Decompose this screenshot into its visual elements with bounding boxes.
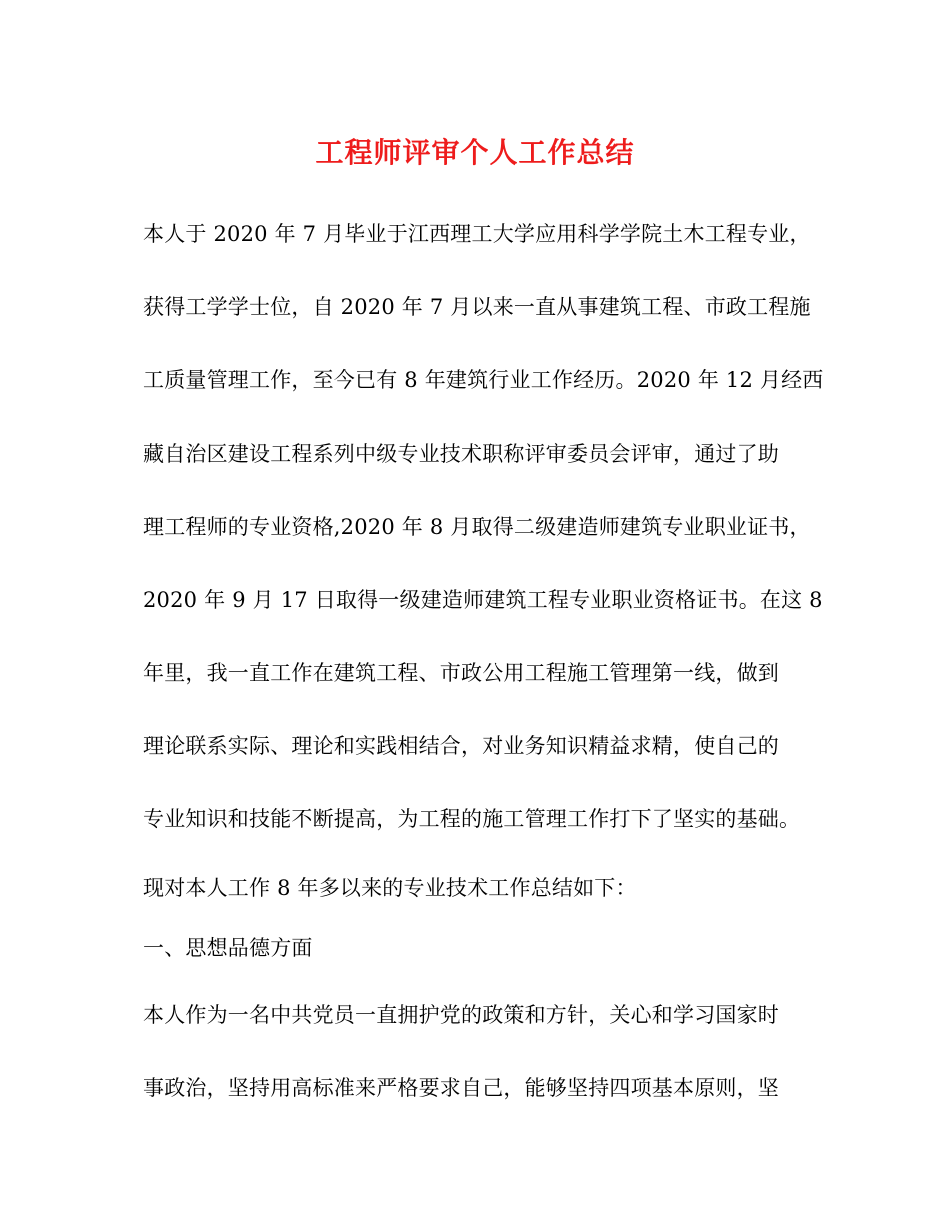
text-line-3: 工质量管理工作，至今已有 8 年建筑行业工作经历。2020 年 12 月经西 <box>143 368 824 392</box>
text-line-10: 现对本人工作 8 年多以来的专业技术工作总结如下： <box>143 876 637 900</box>
text-line-6: 2020 年 9 月 17 日取得一级建造师建筑工程专业职业资格证书。在这 8 <box>143 588 823 612</box>
text-line-12: 本人作为一名中共党员一直拥护党的政策和方针，关心和学习国家时 <box>143 1003 779 1027</box>
text-line-1: 本人于 2020 年 7 月毕业于江西理工大学应用科学学院土木工程专业， <box>143 222 811 246</box>
text-line-13: 事政治，坚持用高标准来严格要求自己，能够坚持四项基本原则，坚 <box>143 1076 779 1100</box>
text-line-8: 理论联系实际、理论和实践相结合，对业务知识精益求精，使自己的 <box>143 734 779 758</box>
text-line-9: 专业知识和技能不断提高，为工程的施工管理工作打下了坚实的基础。 <box>143 807 801 831</box>
text-line-5: 理工程师的专业资格,2020 年 8 月取得二级建造师建筑专业职业证书， <box>143 515 811 539</box>
text-line-2: 获得工学学士位，自 2020 年 7 月以来一直从事建筑工程、市政工程施 <box>143 295 811 319</box>
text-line-4: 藏自治区建设工程系列中级专业技术职称评审委员会评审，通过了助 <box>143 442 779 466</box>
section-heading: 一、思想品德方面 <box>143 936 313 960</box>
text-line-7: 年里，我一直工作在建筑工程、市政公用工程施工管理第一线，做到 <box>143 661 779 685</box>
document-title: 工程师评审个人工作总结 <box>315 136 635 169</box>
